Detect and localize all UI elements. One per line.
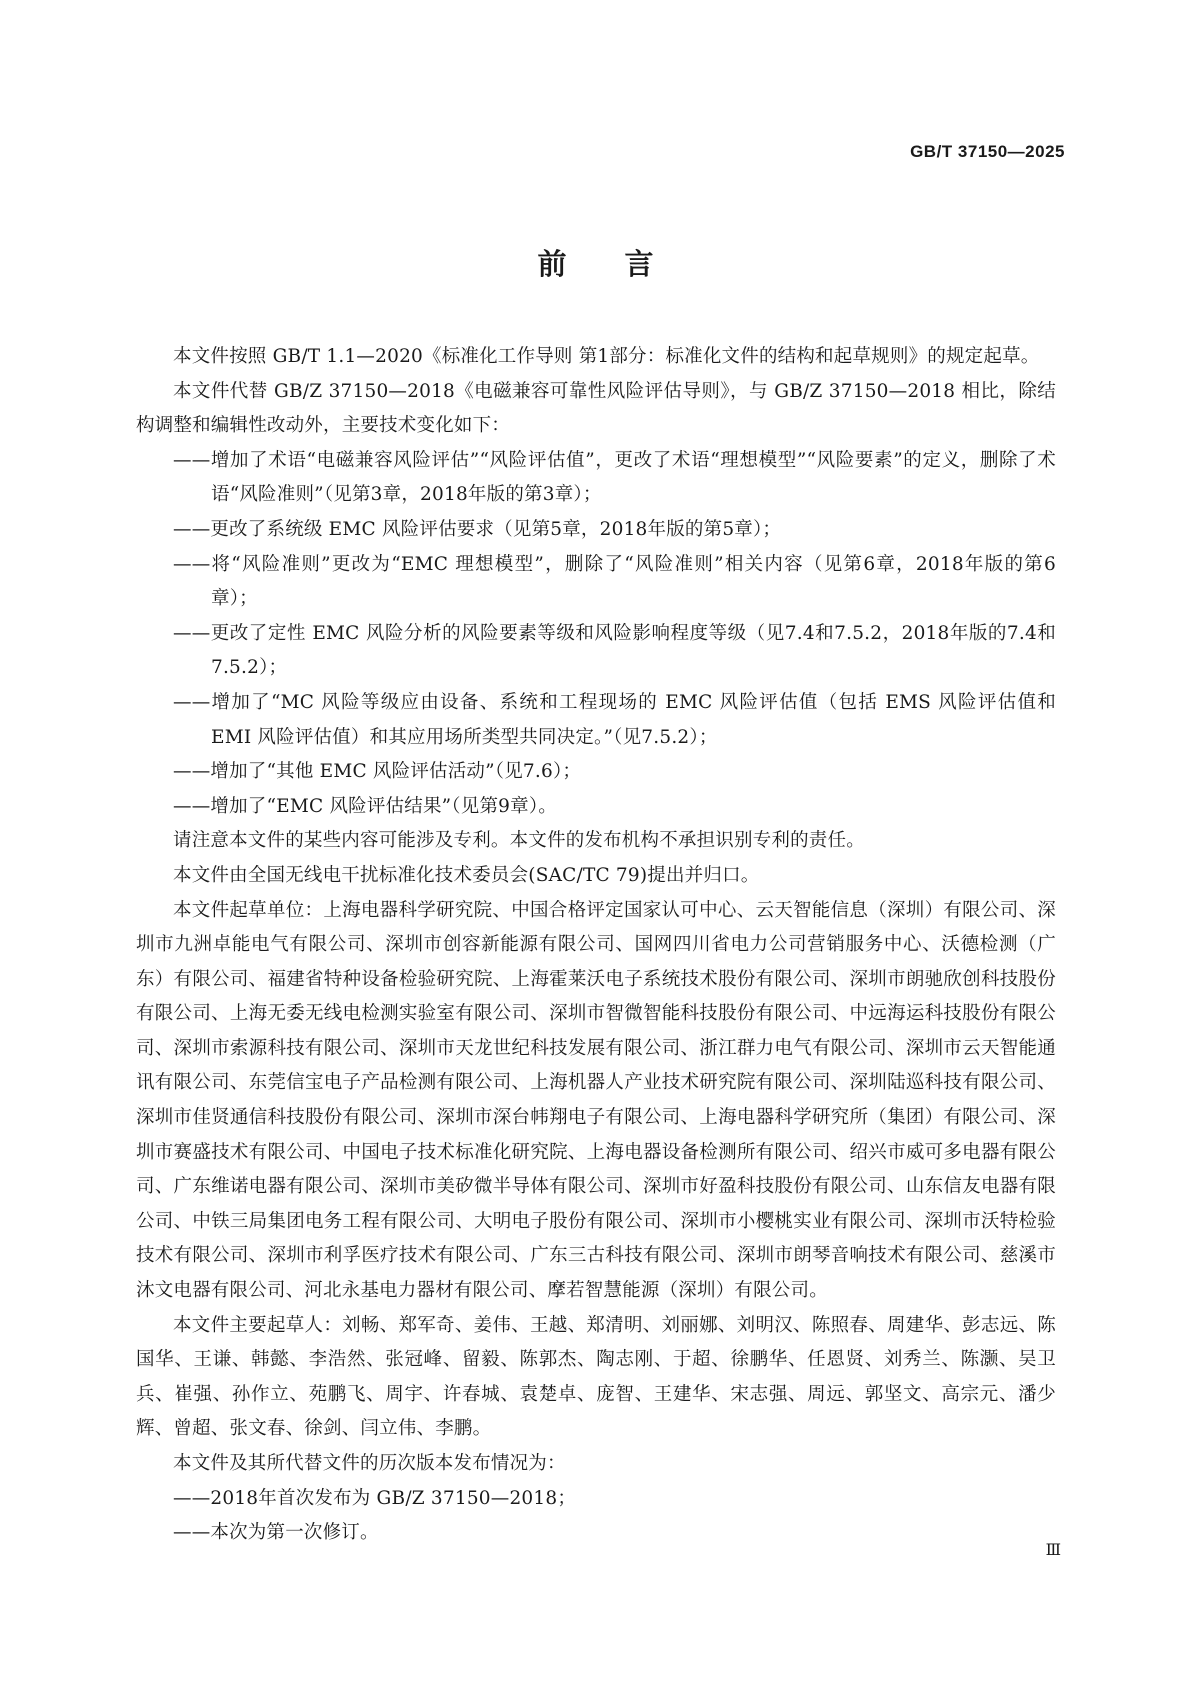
history-item: ——本次为第一次修订。 [173,1522,379,1544]
paragraph-committee: 本文件由全国无线电干扰标准化技术委员会(SAC/TC 79)提出并归口。 [173,864,760,886]
document-body [136,340,1056,1551]
change-item: ——将“风险准则”更改为“EMC 理想模型”，删除了“风险准则”相关内容（见第6章，2018年版的第6章）； [173,553,1056,610]
paragraph-patent-notice: 请注意本文件的某些内容可能涉及专利。本文件的发布机构不承担识别专利的责任。 [173,830,865,852]
history-item: ——2018年首次发布为 GB/Z 37150—2018； [173,1487,577,1509]
page-number: Ⅲ [1045,1540,1061,1559]
change-item: ——增加了“MC 风险等级应由设备、系统和工程现场的 EMC 风险评估值（包括 EMS 风险评估值和 EMI 风险评估值）和其应用场所类型共同决定。”（见7.5.2）； [173,691,1056,748]
page-title: 前言 [537,247,712,281]
paragraph-replacement: 本文件代替 GB/Z 37150—2018《电磁兼容可靠性风险评估导则》，与 GB/Z 37150—2018 相比，除结构调整和编辑性改动外，主要技术变化如下： [136,380,1056,437]
change-item: ——增加了“EMC 风险评估结果”（见第9章）。 [173,795,557,817]
paragraph-drafting-rules: 本文件按照 GB/T 1.1—2020《标准化工作导则 第1部分：标准化文件的结构和起草规则》的规定起草。 [173,346,1040,367]
change-item: ——增加了“其他 EMC 风险评估活动”（见7.6）； [173,761,582,783]
standard-code: GB/T 37150—2025 [910,142,1065,161]
paragraph-drafters: 本文件主要起草人：刘畅、郑军奇、姜伟、王越、郑清明、刘丽娜、刘明汉、陈照春、周建华、彭志远、陈国华、王谦、韩懿、李浩然、张冠峰、留毅、陈郭杰、陶志刚、于超、徐鹏华、任恩贤、刘秀兰、陈灏、吴卫兵、崔强、孙作立、苑鹏飞、周宇、许春城、袁楚卓、庞智、王建华、宋志强、周远、郭坚文、高宗元、潘少辉、曾超、张文春、徐剑、闫立伟、李鹏。 [136,1314,1056,1440]
paragraph-drafting-units: 本文件起草单位：上海电器科学研究院、中国合格评定国家认可中心、云天智能信息（深圳）有限公司、深圳市九洲卓能电气有限公司、深圳市创容新能源有限公司、国网四川省电力公司营销服务中心、沃德检测（广东）有限公司、福建省特种设备检验研究院、上海霍莱沃电子系统技术股份有限公司、深圳市朗驰欣创科技股份有限公司、上海无委无线电检测实验室有限公司、深圳市智微智能科技股份有限公司、中远海运科技股份有限公司、深圳市索源科技有限公司、深圳市天龙世纪科技发展有限公司、浙江群力电气有限公司、深圳市云天智能通讯有限公司、东莞信宝电子产品检测有限公司、上海机器人产业技术研究院有限公司、深圳陆巡科技有限公司、深圳市佳贤通信科技股份有限公司、深圳市深台帏翔电子有限公司、上海电器科学研究所（集团）有限公司、深圳市赛盛技术有限公司、中国电子技术标准化研究院、上海电器设备检测所有限公司、绍兴市威可多电器有限公司、广东维诺电器有限公司、深圳市美矽微半导体有限公司、深圳市好盈科技股份有限公司、山东信友电器有限公司、中铁三局集团电务工程有限公司、大明电子股份有限公司、深圳市小樱桃实业有限公司、深圳市沃特检验技术有限公司、深圳市利孚医疗技术有限公司、广东三古科技有限公司、深圳市朗琴音响技术有限公司、慈溪市沐文电器有限公司、河北永基电力器材有限公司、摩若智慧能源（深圳）有限公司。 [136,899,1056,1302]
paragraph-version-history: 本文件及其所代替文件的历次版本发布情况为： [173,1453,566,1474]
change-item: ——增加了术语“电磁兼容风险评估”“风险评估值”，更改了术语“理想模型”“风险要素”的定义，删除了术语“风险准则”（见第3章，2018年版的第3章）； [173,449,1056,506]
change-item: ——更改了定性 EMC 风险分析的风险要素等级和风险影响程度等级（见7.4和7.5.2，2018年版的7.4和7.5.2）； [173,622,1056,679]
change-item: ——更改了系统级 EMC 风险评估要求（见第5章，2018年版的第5章）； [173,518,782,540]
